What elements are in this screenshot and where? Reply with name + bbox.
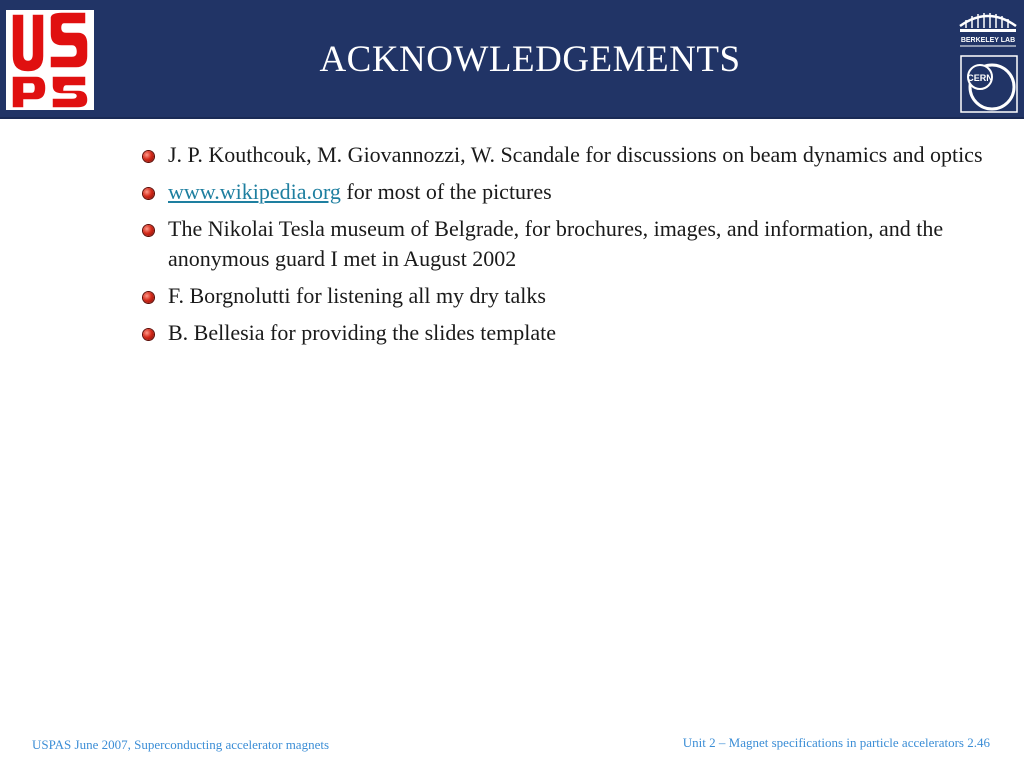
cern-logo <box>960 55 1018 113</box>
list-item <box>140 281 1000 311</box>
cern-text: CERN <box>967 73 993 83</box>
list-item <box>140 214 1000 274</box>
bullet-icon <box>143 151 154 162</box>
list-item-text: F. Borgnolutti for listening all my dry talks <box>168 283 546 308</box>
list-item <box>140 140 1000 170</box>
list-item <box>140 177 1000 207</box>
slide-title: ACKNOWLEDGEMENTS <box>319 39 741 80</box>
list-item-text: The Nikolai Tesla museum of Belgrade, for brochures, images, and information, and the anonymous guard I met in August 2002 <box>168 216 944 271</box>
bullet-icon <box>143 188 154 199</box>
berkeley-lab-logo <box>956 4 1020 50</box>
bullet-icon <box>143 329 154 340</box>
list-item-text: J. P. Kouthcouk, M. Giovannozzi, W. Scandale for discussions on beam dynamics and optics <box>168 142 983 167</box>
list-item <box>140 318 1000 348</box>
header-divider <box>0 117 1024 119</box>
wikipedia-link[interactable]: www.wikipedia.org <box>168 179 341 204</box>
footer-course-info: USPAS June 2007, Superconducting accelerator magnets <box>32 737 330 752</box>
slide-header <box>0 0 1024 119</box>
list-item-text: B. Bellesia for providing the slides template <box>168 320 556 345</box>
list-item-text: for most of the pictures <box>340 179 552 204</box>
bullet-icon <box>143 292 154 303</box>
berkeley-lab-text: BERKELEY LAB <box>960 37 1016 44</box>
footer-unit-page: Unit 2 – Magnet specifications in particle accelerators 2.46 <box>682 735 990 750</box>
bullet-icon <box>143 225 154 236</box>
acknowledgement-list <box>140 140 1000 355</box>
